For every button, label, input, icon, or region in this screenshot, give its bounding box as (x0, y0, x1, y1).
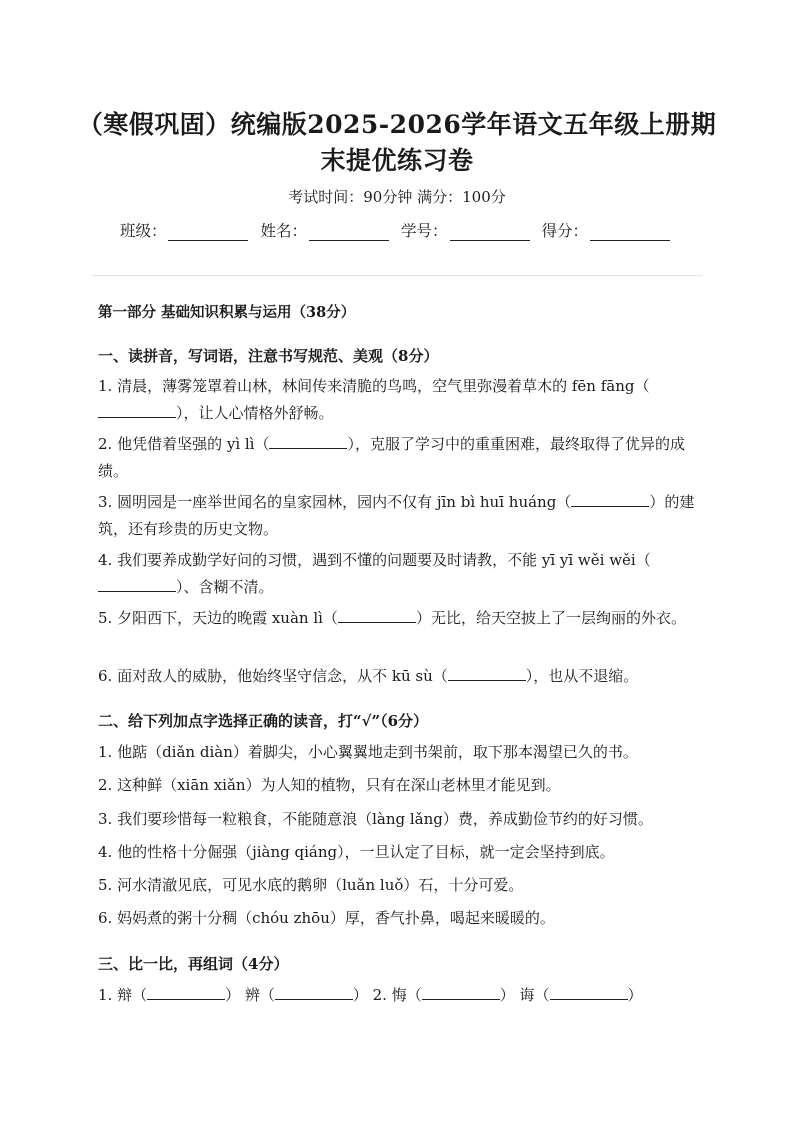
name-input-line[interactable] (309, 222, 389, 241)
section2-item-3: 3. 我们要珍惜每一粒粮食，不能随意浪（làng lǎng）费，养成勤俭节约的好习惯。 (98, 810, 653, 828)
q3-answer-blank[interactable] (571, 490, 649, 507)
section2-item-5: 5. 河水清澈见底，可见水底的鹅卵（luǎn luǒ）石，十分可爱。 (98, 876, 524, 894)
section3-row (98, 982, 698, 1009)
class-input-line[interactable] (168, 222, 248, 241)
class-label: 班级： (119, 222, 167, 240)
exam-title-line1: （寒假巩固）统编版2025-2026学年语文五年级上册期 (77, 110, 717, 139)
q1-answer-blank[interactable] (98, 401, 176, 418)
name-label: 姓名： (260, 222, 307, 240)
q2-text: 2. 他凭借着坚强的 yì lì（ (98, 435, 270, 453)
q3-text: 3. 圆明园是一座举世闻名的皇家园林，园内不仅有 jīn bì huī huáng（ (98, 493, 572, 511)
q3-2-label: ） 2. 悔（ (352, 986, 422, 1004)
q4-text: 4. 我们要养成勤学好问的习惯，遇到不懂的问题要及时请教，不能 yī yī wěi wěi（ (98, 551, 651, 569)
q3-1-mid: ） 辨（ (225, 986, 275, 1004)
q5-text-end: ）无比，给天空披上了一层绚丽的外衣。 (415, 609, 686, 627)
section1-question-6 (98, 663, 698, 690)
header-divider (92, 275, 702, 276)
class-field (120, 219, 253, 241)
exam-meta: 考试时间：90分钟 满分：100分 (288, 188, 506, 206)
q6-text-end: ），也从不退缩。 (525, 667, 639, 685)
q2-answer-blank[interactable] (269, 432, 347, 449)
section1-question-1 (98, 373, 698, 427)
section1-question-2 (98, 431, 698, 485)
q3-text-end: ）的建筑，还有珍贵的历史文物。 (98, 493, 695, 538)
section2-item-4: 4. 他的性格十分倔强（jiàng qiáng），一旦认定了目标，就一定会坚持到底。 (98, 843, 615, 861)
q4-answer-blank[interactable] (98, 575, 176, 592)
section1-heading: 一、读拼音，写词语，注意书写规范、美观（8分） (98, 347, 439, 365)
student-id-label: 学号： (401, 222, 448, 240)
section2-heading: 二、给下列加点字选择正确的读音，打“√”（6分） (98, 712, 429, 730)
score-input-line[interactable] (590, 222, 670, 241)
q1-text: 1. 清晨，薄雾笼罩着山林，林间传来清脆的鸟鸣，空气里弥漫着草木的 fēn fāng（ (98, 377, 650, 395)
score-field (542, 219, 675, 241)
q3-1-label: 1. 辩（ (98, 986, 148, 1004)
section1-question-4 (98, 547, 698, 601)
student-id-input-line[interactable] (450, 222, 530, 241)
part1-title: 第一部分 基础知识积累与运用（38分） (98, 304, 356, 321)
student-info-row (0, 219, 794, 241)
section2-item-2: 2. 这种鲜（xiān xiǎn）为人知的植物，只有在深山老林里才能见到。 (98, 776, 561, 794)
q3-1-blank-b[interactable] (275, 983, 353, 1000)
name-field (260, 219, 393, 241)
section2-item-1: 1. 他踮（diǎn diàn）着脚尖，小心翼翼地走到书架前，取下那本渴望已久的书。 (98, 743, 638, 761)
q3-2-blank-a[interactable] (422, 983, 500, 1000)
student-id-field (401, 219, 534, 241)
score-label: 得分： (541, 222, 589, 240)
section2-item-6: 6. 妈妈煮的粥十分稠（chóu zhōu）厚，香气扑鼻，喝起来暖暖的。 (98, 909, 555, 927)
q5-text: 5. 夕阳西下，天边的晚霞 xuàn lì（ (98, 609, 338, 627)
q4-text-end: ）、含糊不清。 (176, 578, 274, 596)
exam-title-line2: 末提优练习卷 (320, 146, 474, 175)
section3-heading: 三、比一比，再组词（4分） (98, 955, 289, 973)
q2-text-end: ），克服了学习中的重重困难，最终取得了优异的成绩。 (98, 435, 685, 480)
section1-question-3 (98, 489, 698, 543)
q3-2-end: ） (627, 986, 643, 1004)
q3-2-mid: ） 诲（ (499, 986, 550, 1004)
q3-2-blank-b[interactable] (550, 983, 628, 1000)
q5-answer-blank[interactable] (338, 606, 416, 623)
q6-answer-blank[interactable] (448, 664, 526, 681)
q1-text-end: ），让人心情格外舒畅。 (176, 404, 334, 422)
q3-1-blank-a[interactable] (147, 983, 225, 1000)
section1-question-5 (98, 605, 698, 632)
q6-text: 6. 面对敌人的威胁，他始终坚守信念，从不 kū sù（ (98, 667, 448, 685)
